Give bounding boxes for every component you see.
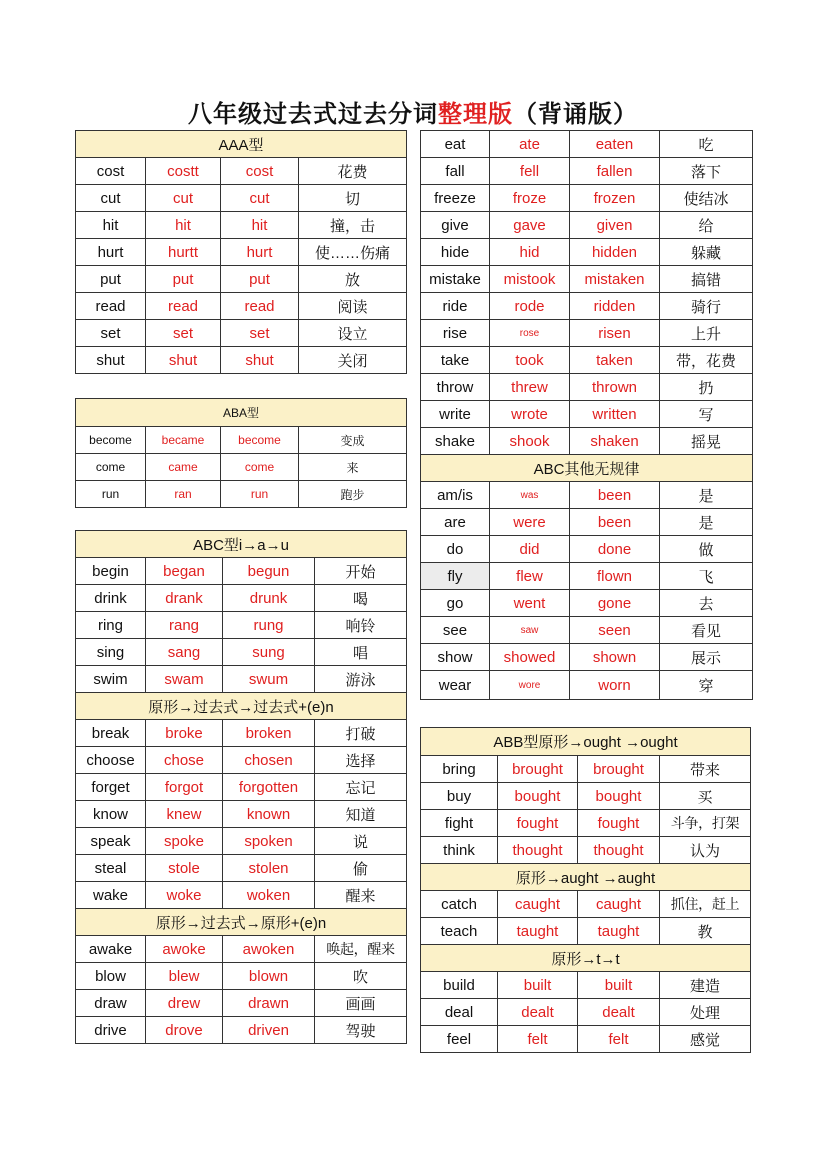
past-tense: knew xyxy=(146,801,223,828)
meaning: 画画 xyxy=(315,990,407,1017)
table-row xyxy=(421,347,753,374)
meaning: 使结冰 xyxy=(660,185,753,212)
meaning: 带来 xyxy=(660,756,751,783)
base-form: eat xyxy=(421,131,490,158)
base-form: set xyxy=(76,320,146,347)
title-main: 八年级过去式过去分词 xyxy=(188,99,438,128)
base-form: sing xyxy=(76,639,146,666)
table-row xyxy=(421,891,751,918)
past-tense: bought xyxy=(498,783,578,810)
past-participle: bought xyxy=(578,783,660,810)
past-tense: awoke xyxy=(146,936,223,963)
past-tense: hid xyxy=(490,239,570,266)
past-participle: fallen xyxy=(570,158,660,185)
title-suffix: （背诵版） xyxy=(513,99,638,128)
base-form: draw xyxy=(76,990,146,1017)
base-form: fly xyxy=(421,563,490,590)
base-form: mistake xyxy=(421,266,490,293)
past-participle: stolen xyxy=(223,855,315,882)
en2-header: 原形→过去式→原形+(e)n xyxy=(76,909,407,936)
base-form: hide xyxy=(421,239,490,266)
past-tense: cut xyxy=(146,185,221,212)
past-participle: put xyxy=(221,266,299,293)
base-form: shake xyxy=(421,428,490,455)
meaning: 关闭 xyxy=(299,347,407,374)
meaning: 醒来 xyxy=(315,882,407,909)
past-tense: became xyxy=(146,427,221,454)
past-tense: hurtt xyxy=(146,239,221,266)
past-participle: worn xyxy=(570,671,660,700)
aba-table xyxy=(75,398,407,508)
meaning: 穿 xyxy=(660,671,753,700)
meaning: 处理 xyxy=(660,999,751,1026)
past-tense: saw xyxy=(490,617,570,644)
meaning: 使……伤痛 xyxy=(299,239,407,266)
past-tense: hit xyxy=(146,212,221,239)
iau-header: ABC型i→a→u xyxy=(76,531,407,558)
past-participle: known xyxy=(223,801,315,828)
table-row xyxy=(76,720,407,747)
meaning: 斗争，打架 xyxy=(660,810,751,837)
abc-iau-table xyxy=(75,530,407,1044)
table-row xyxy=(421,320,753,347)
meaning: 说 xyxy=(315,828,407,855)
base-form: drive xyxy=(76,1017,146,1044)
past-participle: cost xyxy=(221,158,299,185)
table-row xyxy=(421,644,753,671)
past-tense: mistook xyxy=(490,266,570,293)
meaning: 买 xyxy=(660,783,751,810)
past-participle: written xyxy=(570,401,660,428)
base-form: think xyxy=(421,837,498,864)
past-participle: forgotten xyxy=(223,774,315,801)
table-row xyxy=(76,639,407,666)
past-tense: rang xyxy=(146,612,223,639)
past-participle: shown xyxy=(570,644,660,671)
meaning: 来 xyxy=(299,454,407,481)
base-form: show xyxy=(421,644,490,671)
meaning: 是 xyxy=(660,509,753,536)
table-row xyxy=(76,990,407,1017)
past-participle: thought xyxy=(578,837,660,864)
table-row xyxy=(76,747,407,774)
past-participle: rung xyxy=(223,612,315,639)
table-row xyxy=(76,936,407,963)
table-row xyxy=(421,374,753,401)
past-tense: showed xyxy=(490,644,570,671)
past-participle: mistaken xyxy=(570,266,660,293)
table-row xyxy=(76,481,407,508)
t-header: 原形→t→t xyxy=(421,945,751,972)
base-form: bring xyxy=(421,756,498,783)
base-form: speak xyxy=(76,828,146,855)
past-participle: flown xyxy=(570,563,660,590)
past-participle: thrown xyxy=(570,374,660,401)
meaning: 展示 xyxy=(660,644,753,671)
past-participle: fought xyxy=(578,810,660,837)
meaning: 喝 xyxy=(315,585,407,612)
meaning: 唤起，醒来 xyxy=(315,936,407,963)
meaning: 切 xyxy=(299,185,407,212)
past-tense: began xyxy=(146,558,223,585)
base-form: give xyxy=(421,212,490,239)
meaning: 教 xyxy=(660,918,751,945)
past-tense: spoke xyxy=(146,828,223,855)
meaning: 吃 xyxy=(660,131,753,158)
meaning: 响铃 xyxy=(315,612,407,639)
table-row xyxy=(421,509,753,536)
table-row xyxy=(76,454,407,481)
base-form: do xyxy=(421,536,490,563)
past-participle: read xyxy=(221,293,299,320)
table-row xyxy=(76,882,407,909)
meaning: 做 xyxy=(660,536,753,563)
past-tense: threw xyxy=(490,374,570,401)
base-form: ride xyxy=(421,293,490,320)
past-participle: hit xyxy=(221,212,299,239)
table-row xyxy=(76,612,407,639)
base-form: begin xyxy=(76,558,146,585)
table-row xyxy=(76,212,407,239)
base-form: come xyxy=(76,454,146,481)
meaning: 跑步 xyxy=(299,481,407,508)
past-tense: broke xyxy=(146,720,223,747)
base-form: freeze xyxy=(421,185,490,212)
meaning: 上升 xyxy=(660,320,753,347)
past-tense: swam xyxy=(146,666,223,693)
past-tense: chose xyxy=(146,747,223,774)
base-form: hurt xyxy=(76,239,146,266)
table-row xyxy=(421,293,753,320)
past-participle: come xyxy=(221,454,299,481)
past-tense: taught xyxy=(498,918,578,945)
past-tense: shut xyxy=(146,347,221,374)
en1-header: 原形→过去式→过去式+(e)n xyxy=(76,693,407,720)
past-participle: done xyxy=(570,536,660,563)
table-row xyxy=(421,972,751,999)
table-row xyxy=(421,563,753,590)
past-participle: been xyxy=(570,482,660,509)
past-tense: woke xyxy=(146,882,223,909)
base-form: cost xyxy=(76,158,146,185)
aba-header: ABA型 xyxy=(76,399,407,427)
table-row xyxy=(76,855,407,882)
meaning: 打破 xyxy=(315,720,407,747)
past-tense: drank xyxy=(146,585,223,612)
past-tense: gave xyxy=(490,212,570,239)
meaning: 变成 xyxy=(299,427,407,454)
table-row xyxy=(76,963,407,990)
base-form: blow xyxy=(76,963,146,990)
past-participle: drunk xyxy=(223,585,315,612)
past-tense: wrote xyxy=(490,401,570,428)
meaning: 给 xyxy=(660,212,753,239)
past-tense: shook xyxy=(490,428,570,455)
meaning: 感觉 xyxy=(660,1026,751,1053)
table-row xyxy=(76,801,407,828)
meaning: 放 xyxy=(299,266,407,293)
past-tense: was xyxy=(490,482,570,509)
abc-other-header: ABC其他无规律 xyxy=(421,455,753,482)
past-participle: chosen xyxy=(223,747,315,774)
past-participle: eaten xyxy=(570,131,660,158)
table-row xyxy=(76,320,407,347)
base-form: deal xyxy=(421,999,498,1026)
past-tense: were xyxy=(490,509,570,536)
meaning: 带，花费 xyxy=(660,347,753,374)
meaning: 吹 xyxy=(315,963,407,990)
table-row xyxy=(421,158,753,185)
past-participle: drawn xyxy=(223,990,315,1017)
past-participle: frozen xyxy=(570,185,660,212)
meaning: 开始 xyxy=(315,558,407,585)
past-tense: forgot xyxy=(146,774,223,801)
meaning: 搞错 xyxy=(660,266,753,293)
table-row xyxy=(76,239,407,266)
past-tense: brought xyxy=(498,756,578,783)
table-row xyxy=(421,401,753,428)
past-tense: stole xyxy=(146,855,223,882)
base-form: drink xyxy=(76,585,146,612)
past-participle: gone xyxy=(570,590,660,617)
meaning: 扔 xyxy=(660,374,753,401)
abc-right-table xyxy=(420,130,753,700)
meaning: 偷 xyxy=(315,855,407,882)
table-row xyxy=(76,347,407,374)
past-participle: set xyxy=(221,320,299,347)
table-row xyxy=(76,666,407,693)
table-row xyxy=(76,185,407,212)
aught-header: 原形→aught →aught xyxy=(421,864,751,891)
past-participle: felt xyxy=(578,1026,660,1053)
past-tense: blew xyxy=(146,963,223,990)
table-row xyxy=(421,185,753,212)
meaning: 阅读 xyxy=(299,293,407,320)
table-row xyxy=(421,918,751,945)
page-title xyxy=(0,94,826,129)
past-participle: seen xyxy=(570,617,660,644)
past-tense: drew xyxy=(146,990,223,1017)
meaning: 骑行 xyxy=(660,293,753,320)
table-row xyxy=(421,212,753,239)
past-tense: built xyxy=(498,972,578,999)
table-row xyxy=(421,837,751,864)
table-row xyxy=(421,590,753,617)
past-participle: risen xyxy=(570,320,660,347)
meaning: 落下 xyxy=(660,158,753,185)
table-row xyxy=(76,828,407,855)
table-row xyxy=(421,239,753,266)
past-participle: shaken xyxy=(570,428,660,455)
past-tense: rose xyxy=(490,320,570,347)
past-tense: sang xyxy=(146,639,223,666)
base-form: forget xyxy=(76,774,146,801)
past-tense: did xyxy=(490,536,570,563)
table-row xyxy=(421,617,753,644)
past-tense: caught xyxy=(498,891,578,918)
table-row xyxy=(421,756,751,783)
base-form: hit xyxy=(76,212,146,239)
meaning: 看见 xyxy=(660,617,753,644)
base-form: go xyxy=(421,590,490,617)
past-tense: read xyxy=(146,293,221,320)
base-form: shut xyxy=(76,347,146,374)
base-form: am/is xyxy=(421,482,490,509)
past-tense: took xyxy=(490,347,570,374)
meaning: 选择 xyxy=(315,747,407,774)
table-row xyxy=(421,783,751,810)
base-form: wear xyxy=(421,671,490,700)
abb-table xyxy=(420,727,751,1053)
meaning: 设立 xyxy=(299,320,407,347)
past-participle: cut xyxy=(221,185,299,212)
aaa-table xyxy=(75,130,407,374)
table-row xyxy=(76,558,407,585)
past-tense: ate xyxy=(490,131,570,158)
past-participle: broken xyxy=(223,720,315,747)
meaning: 唱 xyxy=(315,639,407,666)
table-row xyxy=(421,1026,751,1053)
base-form: take xyxy=(421,347,490,374)
past-participle: woken xyxy=(223,882,315,909)
base-form: see xyxy=(421,617,490,644)
table-row xyxy=(76,158,407,185)
base-form: put xyxy=(76,266,146,293)
past-tense: went xyxy=(490,590,570,617)
past-tense: ran xyxy=(146,481,221,508)
meaning: 写 xyxy=(660,401,753,428)
base-form: swim xyxy=(76,666,146,693)
base-form: fall xyxy=(421,158,490,185)
table-row xyxy=(76,293,407,320)
meaning: 飞 xyxy=(660,563,753,590)
aaa-header: AAA型 xyxy=(76,131,407,158)
past-tense: fought xyxy=(498,810,578,837)
base-form: know xyxy=(76,801,146,828)
past-tense: rode xyxy=(490,293,570,320)
past-tense: set xyxy=(146,320,221,347)
meaning: 认为 xyxy=(660,837,751,864)
past-participle: ridden xyxy=(570,293,660,320)
base-form: wake xyxy=(76,882,146,909)
base-form: ring xyxy=(76,612,146,639)
past-participle: dealt xyxy=(578,999,660,1026)
table-row xyxy=(421,428,753,455)
past-participle: become xyxy=(221,427,299,454)
table-row xyxy=(76,585,407,612)
table-row xyxy=(421,999,751,1026)
base-form: read xyxy=(76,293,146,320)
past-tense: came xyxy=(146,454,221,481)
meaning: 知道 xyxy=(315,801,407,828)
past-tense: costt xyxy=(146,158,221,185)
past-tense: flew xyxy=(490,563,570,590)
base-form: choose xyxy=(76,747,146,774)
base-form: run xyxy=(76,481,146,508)
past-tense: put xyxy=(146,266,221,293)
base-form: throw xyxy=(421,374,490,401)
past-participle: awoken xyxy=(223,936,315,963)
past-tense: fell xyxy=(490,158,570,185)
base-form: feel xyxy=(421,1026,498,1053)
meaning: 驾驶 xyxy=(315,1017,407,1044)
ought-header: ABB型原形→ought →ought xyxy=(421,728,751,756)
past-participle: brought xyxy=(578,756,660,783)
meaning: 游泳 xyxy=(315,666,407,693)
meaning: 建造 xyxy=(660,972,751,999)
past-participle: taken xyxy=(570,347,660,374)
past-participle: given xyxy=(570,212,660,239)
base-form: catch xyxy=(421,891,498,918)
meaning: 是 xyxy=(660,482,753,509)
base-form: break xyxy=(76,720,146,747)
table-row xyxy=(421,810,751,837)
meaning: 抓住，赶上 xyxy=(660,891,751,918)
past-tense: froze xyxy=(490,185,570,212)
base-form: are xyxy=(421,509,490,536)
past-tense: wore xyxy=(490,671,570,700)
past-participle: blown xyxy=(223,963,315,990)
table-row xyxy=(421,536,753,563)
table-row xyxy=(76,427,407,454)
past-participle: sung xyxy=(223,639,315,666)
base-form: rise xyxy=(421,320,490,347)
table-row xyxy=(421,671,753,700)
base-form: build xyxy=(421,972,498,999)
past-tense: thought xyxy=(498,837,578,864)
base-form: write xyxy=(421,401,490,428)
title-highlight: 整理版 xyxy=(438,99,513,128)
meaning: 忘记 xyxy=(315,774,407,801)
past-participle: run xyxy=(221,481,299,508)
past-participle: taught xyxy=(578,918,660,945)
past-participle: hurt xyxy=(221,239,299,266)
meaning: 去 xyxy=(660,590,753,617)
past-participle: spoken xyxy=(223,828,315,855)
table-row xyxy=(76,774,407,801)
table-row xyxy=(421,482,753,509)
past-participle: begun xyxy=(223,558,315,585)
meaning: 摇晃 xyxy=(660,428,753,455)
past-participle: caught xyxy=(578,891,660,918)
base-form: cut xyxy=(76,185,146,212)
table-row xyxy=(421,131,753,158)
past-tense: dealt xyxy=(498,999,578,1026)
base-form: awake xyxy=(76,936,146,963)
past-participle: built xyxy=(578,972,660,999)
past-tense: drove xyxy=(146,1017,223,1044)
base-form: fight xyxy=(421,810,498,837)
base-form: teach xyxy=(421,918,498,945)
meaning: 花费 xyxy=(299,158,407,185)
table-row xyxy=(421,266,753,293)
meaning: 撞，击 xyxy=(299,212,407,239)
table-row xyxy=(76,266,407,293)
past-participle: swum xyxy=(223,666,315,693)
past-participle: been xyxy=(570,509,660,536)
past-participle: hidden xyxy=(570,239,660,266)
meaning: 躲藏 xyxy=(660,239,753,266)
base-form: become xyxy=(76,427,146,454)
past-participle: driven xyxy=(223,1017,315,1044)
table-row xyxy=(76,1017,407,1044)
past-tense: felt xyxy=(498,1026,578,1053)
base-form: steal xyxy=(76,855,146,882)
base-form: buy xyxy=(421,783,498,810)
past-participle: shut xyxy=(221,347,299,374)
